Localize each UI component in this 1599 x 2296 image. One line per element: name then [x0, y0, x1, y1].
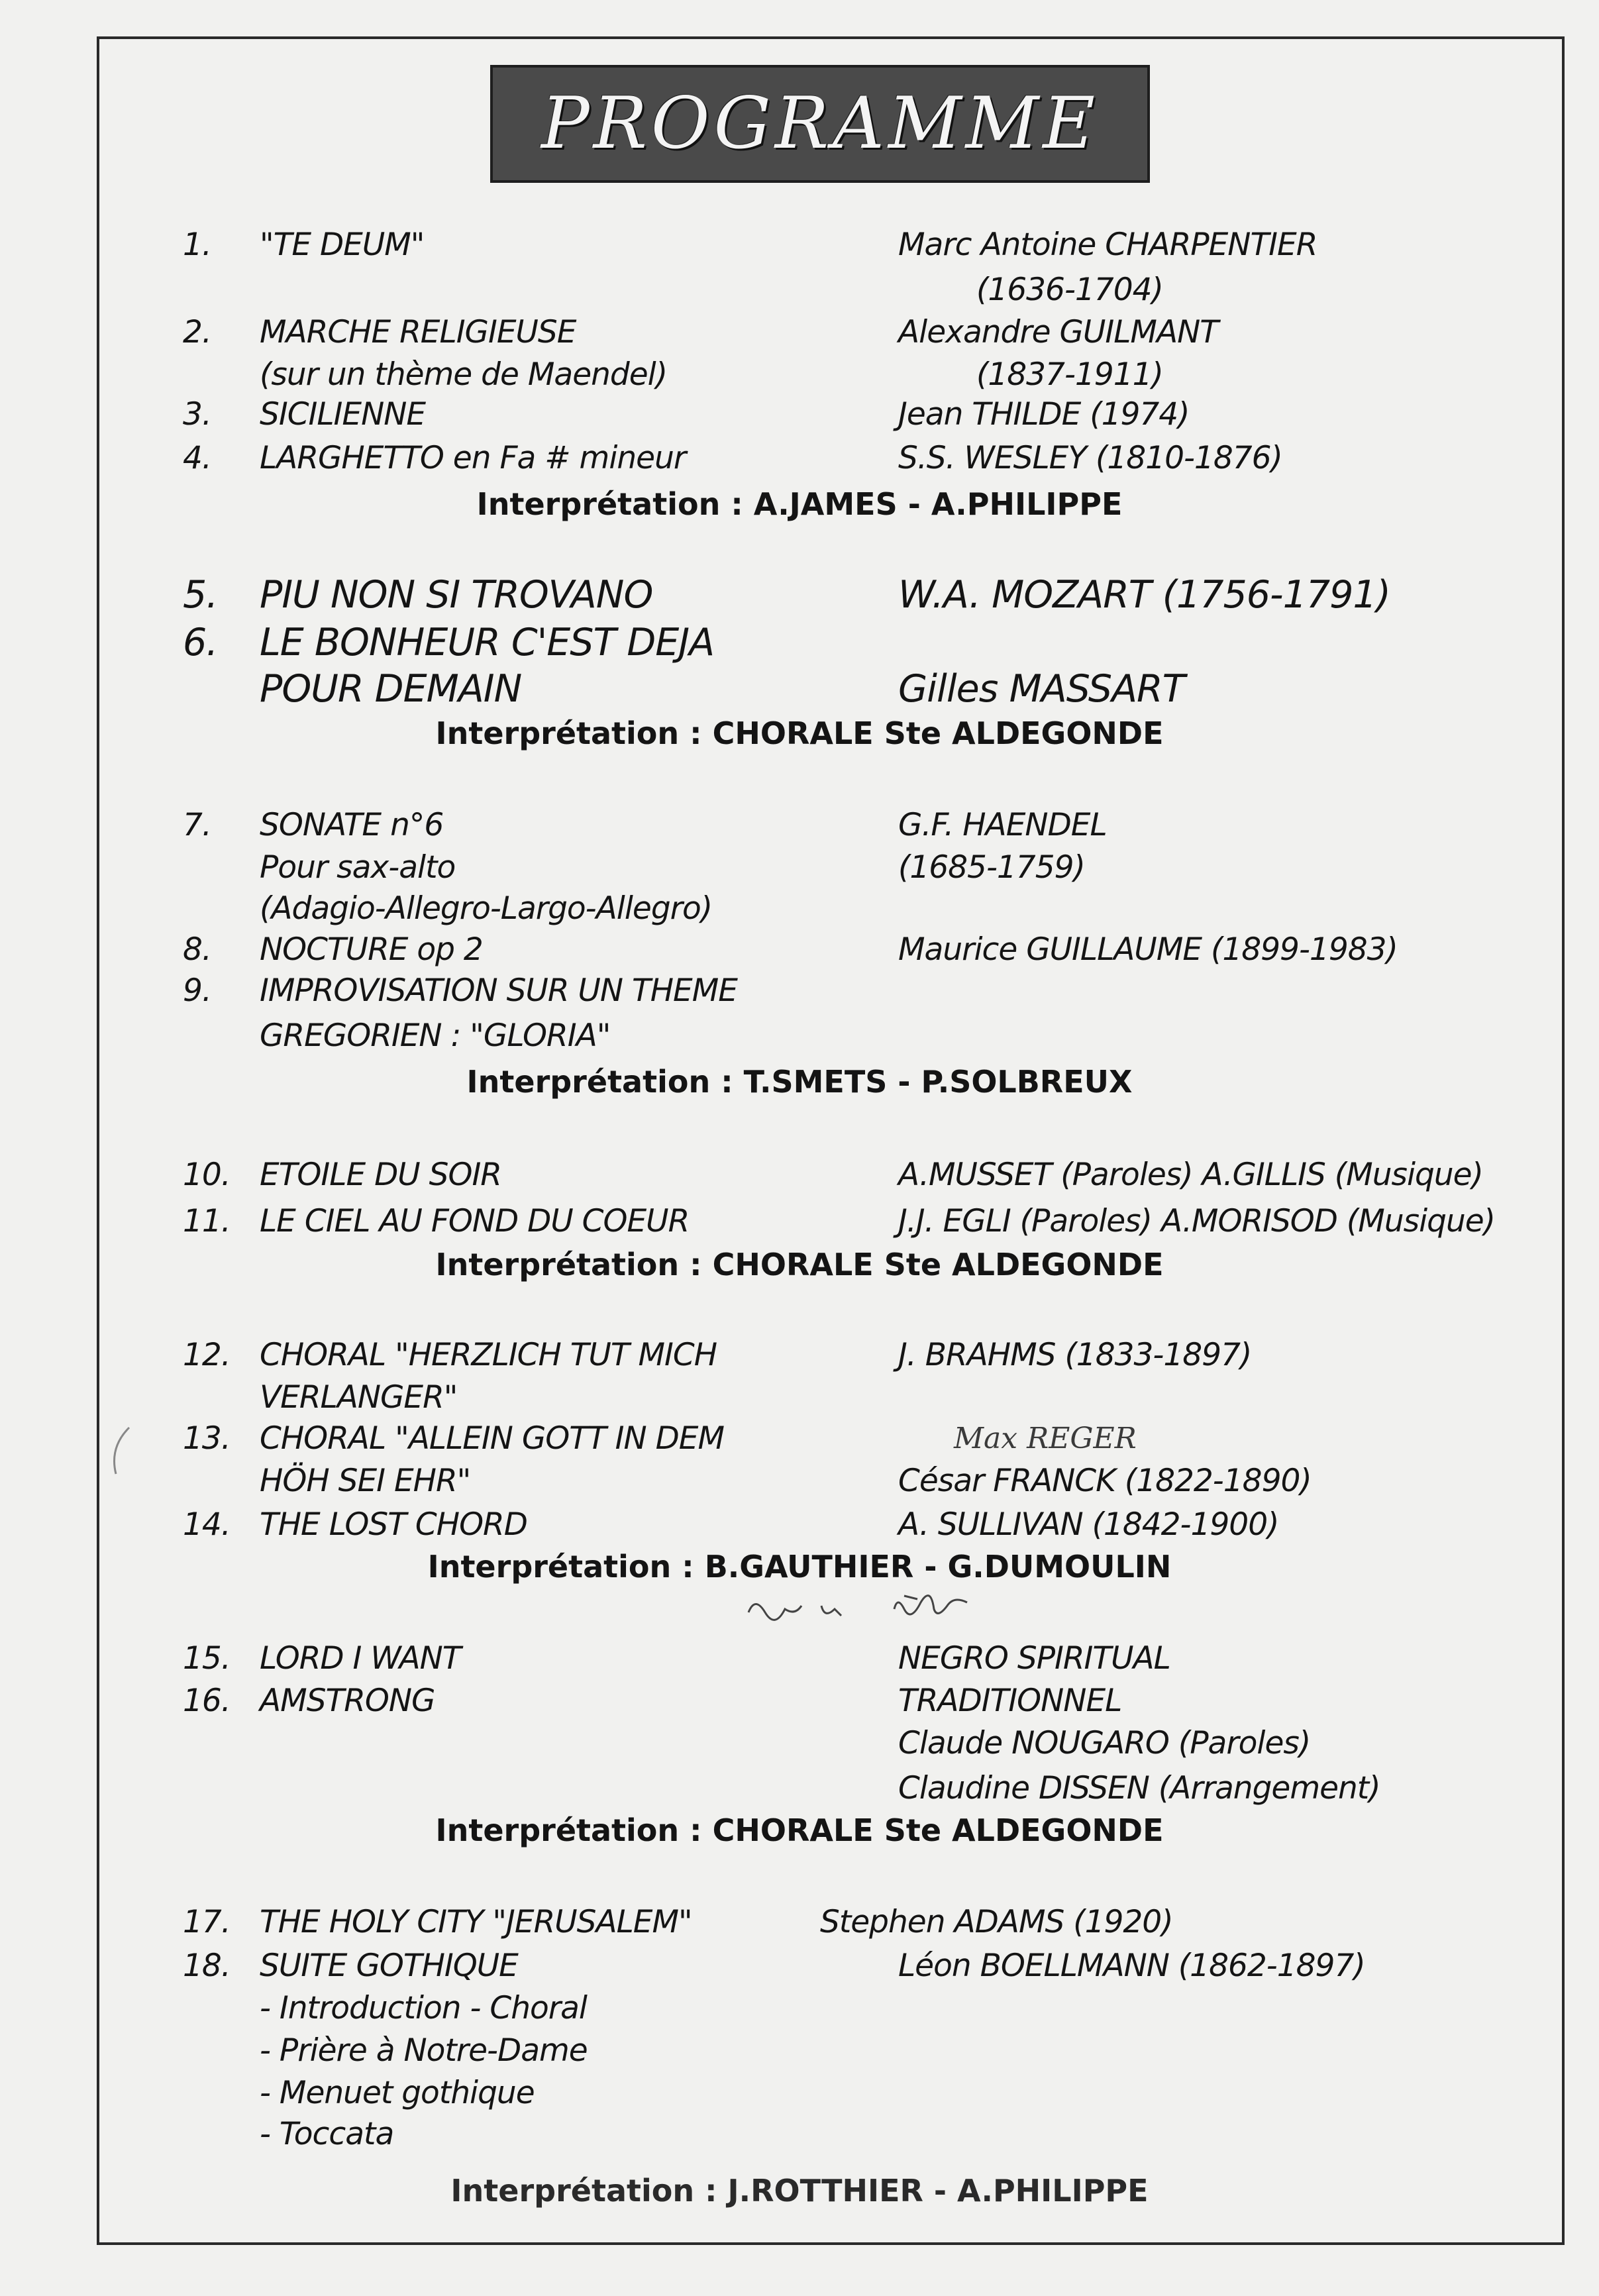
- piece-composer-line2: Claude NOUGARO (Paroles): [898, 1725, 1311, 1761]
- piece-composer: Léon BOELLMANN (1862-1897): [898, 1948, 1365, 1984]
- piece-composer: César FRANCK (1822-1890): [898, 1463, 1312, 1499]
- piece-title: ETOILE DU SOIR: [260, 1157, 501, 1193]
- piece-composer: J. BRAHMS (1833-1897): [898, 1337, 1252, 1373]
- piece-number: 1.: [183, 227, 211, 263]
- interpretation-line: Interprétation : T.SMETS - P.SOLBREUX: [466, 1064, 1133, 1100]
- piece-title: SONATE n°6: [260, 807, 444, 843]
- interpretation-line: Interprétation : J.ROTTHIER - A.PHILIPPE: [450, 2173, 1149, 2209]
- piece-number: 16.: [183, 1683, 231, 1719]
- piece-composer: Stephen ADAMS (1920): [820, 1904, 1173, 1940]
- piece-composer: Gilles MASSART: [898, 667, 1185, 711]
- piece-composer: A. SULLIVAN (1842-1900): [898, 1506, 1279, 1543]
- piece-number: 14.: [183, 1506, 231, 1543]
- piece-title: PIU NON SI TROVANO: [260, 573, 653, 617]
- piece-composer-line3: Claudine DISSEN (Arrangement): [898, 1770, 1380, 1806]
- piece-composer: Maurice GUILLAUME (1899-1983): [898, 931, 1398, 968]
- movement-item: - Toccata: [260, 2116, 394, 2152]
- interpretation-line: Interprétation : A.JAMES - A.PHILIPPE: [476, 486, 1123, 522]
- piece-number: 3.: [183, 396, 211, 433]
- piece-number: 13.: [183, 1420, 231, 1457]
- piece-composer: S.S. WESLEY (1810-1876): [898, 440, 1282, 476]
- handwritten-scribble: [742, 1586, 994, 1632]
- piece-composer: Alexandre GUILMANT: [898, 314, 1218, 350]
- piece-title-line2: (sur un thème de Maendel): [260, 356, 668, 393]
- interpretation-line: Interprétation : CHORALE Ste ALDEGONDE: [435, 1247, 1164, 1282]
- piece-title: CHORAL "HERZLICH TUT MICH: [260, 1337, 717, 1373]
- piece-title: SUITE GOTHIQUE: [260, 1948, 518, 1984]
- piece-number: 6.: [183, 621, 218, 664]
- piece-number: 9.: [183, 972, 211, 1009]
- piece-number: 10.: [183, 1157, 231, 1193]
- piece-title: THE LOST CHORD: [260, 1506, 527, 1543]
- piece-title: "TE DEUM": [260, 227, 425, 263]
- interpretation-line: Interprétation : B.GAUTHIER - G.DUMOULIN: [427, 1549, 1172, 1585]
- piece-title: AMSTRONG: [260, 1683, 435, 1719]
- piece-title: LE CIEL AU FOND DU COEUR: [260, 1203, 690, 1239]
- piece-composer: G.F. HAENDEL: [898, 807, 1107, 843]
- piece-number: 8.: [183, 931, 211, 968]
- piece-number: 18.: [183, 1948, 231, 1984]
- piece-number: 12.: [183, 1337, 231, 1373]
- handwritten-annotation: Max REGER: [954, 1422, 1137, 1455]
- movement-item: - Menuet gothique: [260, 2075, 535, 2111]
- piece-number: 15.: [183, 1640, 231, 1677]
- piece-title: LORD I WANT: [260, 1640, 461, 1677]
- piece-composer: TRADITIONNEL: [898, 1683, 1122, 1719]
- programme-title: PROGRAMME: [541, 82, 1100, 165]
- piece-composer: Jean THILDE (1974): [898, 396, 1190, 433]
- piece-title-line2: Pour sax-alto: [260, 849, 456, 886]
- piece-title: IMPROVISATION SUR UN THEME: [260, 972, 737, 1009]
- piece-title-line2: GREGORIEN : "GLORIA": [260, 1018, 611, 1054]
- piece-composer: J.J. EGLI (Paroles) A.MORISOD (Musique): [898, 1203, 1496, 1239]
- scan-mark: [106, 1424, 132, 1477]
- piece-number: 2.: [183, 314, 211, 350]
- piece-number: 7.: [183, 807, 211, 843]
- movement-item: - Prière à Notre-Dame: [260, 2032, 588, 2069]
- piece-title: MARCHE RELIGIEUSE: [260, 314, 576, 350]
- piece-composer-dates: (1636-1704): [976, 272, 1163, 308]
- movement-item: - Introduction - Choral: [260, 1990, 587, 2026]
- piece-composer-dates: (1685-1759): [898, 849, 1085, 886]
- piece-title: CHORAL "ALLEIN GOTT IN DEM: [260, 1420, 725, 1457]
- piece-title: NOCTURE op 2: [260, 931, 483, 968]
- piece-title-line3: (Adagio-Allegro-Largo-Allegro): [260, 890, 713, 927]
- piece-composer-dates: (1837-1911): [976, 356, 1163, 393]
- piece-composer: Marc Antoine CHARPENTIER: [898, 227, 1317, 263]
- piece-title-line2: POUR DEMAIN: [260, 667, 522, 711]
- piece-number: 17.: [183, 1904, 231, 1940]
- piece-number: 4.: [183, 440, 211, 476]
- piece-number: 5.: [183, 573, 218, 617]
- piece-composer: A.MUSSET (Paroles) A.GILLIS (Musique): [898, 1157, 1483, 1193]
- piece-title-line2: VERLANGER": [260, 1379, 458, 1416]
- piece-title-line2: HÖH SEI EHR": [260, 1463, 471, 1499]
- piece-title: SICILIENNE: [260, 396, 426, 433]
- piece-composer: NEGRO SPIRITUAL: [898, 1640, 1170, 1677]
- piece-composer: W.A. MOZART (1756-1791): [898, 573, 1390, 617]
- piece-number: 11.: [183, 1203, 231, 1239]
- piece-title: LE BONHEUR C'EST DEJA: [260, 621, 715, 664]
- piece-title: THE HOLY CITY "JERUSALEM": [260, 1904, 692, 1940]
- programme-title-banner: [490, 65, 1150, 183]
- interpretation-line: Interprétation : CHORALE Ste ALDEGONDE: [435, 715, 1164, 751]
- piece-title: LARGHETTO en Fa # mineur: [260, 440, 686, 476]
- interpretation-line: Interprétation : CHORALE Ste ALDEGONDE: [435, 1812, 1164, 1848]
